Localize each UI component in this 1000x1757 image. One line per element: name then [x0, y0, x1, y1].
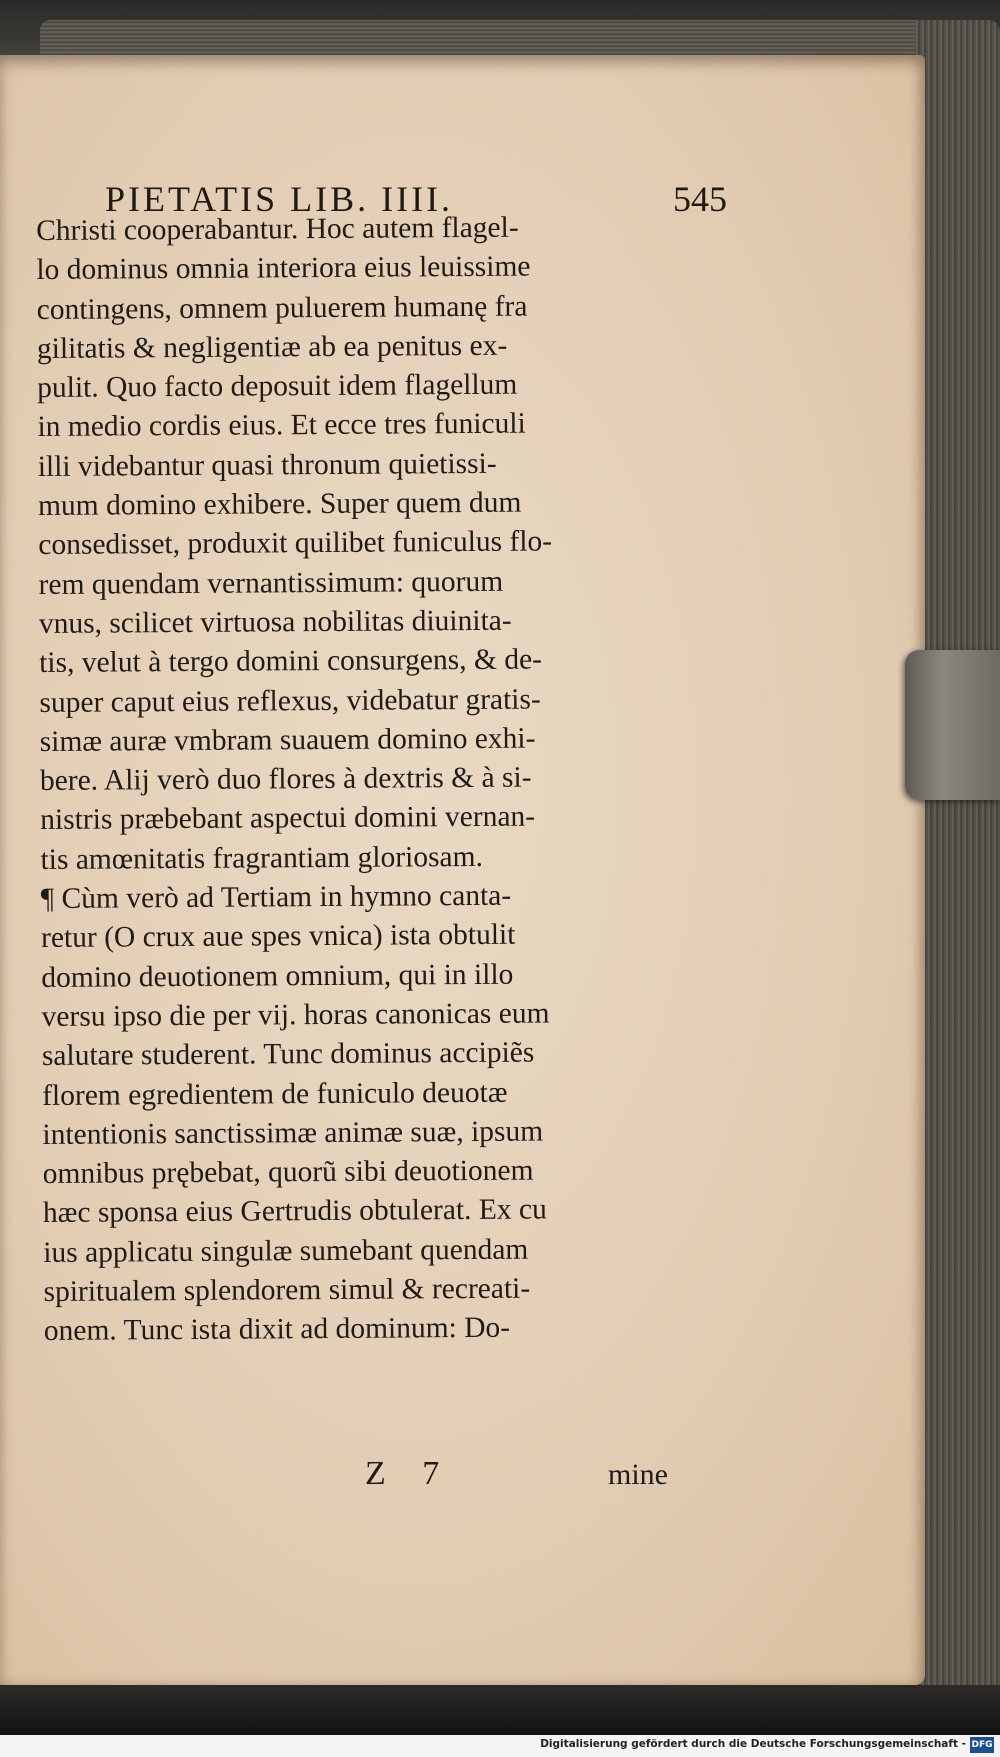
text-line: salutare studerent. Tunc dominus accipiẽs [41, 1036, 535, 1073]
footer-bar [0, 1735, 1000, 1757]
text-line: intentionis sanctissimæ animæ suæ, ipsum [42, 1115, 544, 1151]
page-number: 545 [673, 179, 727, 219]
text-line: domino deuotionem omnium, qui in illo [41, 958, 514, 994]
text-line: bere. Alij verò duo flores à dextris & à si- [39, 761, 532, 798]
text-line: vnus, scilicet virtuosa nobilitas diuinita- [38, 604, 512, 640]
text-line: hæc sponsa eius Gertrudis obtulerat. Ex cu [42, 1193, 547, 1230]
text-line: lo dominus omnia interiora eius leuissime [36, 250, 531, 287]
text-line: consedisset, produxit quilibet funiculus flo- [38, 525, 553, 562]
body-text [36, 207, 744, 1351]
text-line: rem quendam vernantissimum: quorum [38, 565, 504, 601]
text-line: Christi cooperabantur. Hoc autem flagel- [36, 211, 519, 247]
text-line: onem. Tunc ista dixit ad dominum: Do- [43, 1312, 511, 1348]
running-head-title: PIETATIS LIB. IIII. [105, 179, 454, 219]
text-line: ius applicatu singulæ sumebant quendam [43, 1233, 529, 1269]
text-line: tis, velut à tergo domini consurgens, & de- [39, 643, 543, 680]
dfg-logo: DFG [970, 1737, 994, 1753]
text-line: omnibus prębebat, quorũ sibi deuotionem [42, 1154, 534, 1191]
footer-credit: Digitalisierung gefördert durch die Deutsche Forschungsgemeinschaft - [540, 1738, 966, 1750]
page-fore-edge [915, 20, 1000, 1700]
text-line: nistris præbebant aspectui domini vernan- [40, 800, 536, 837]
text-line: pulit. Quo facto deposuit idem flagellum [37, 368, 518, 405]
text-line: simæ auræ vmbram suauem domino exhi- [39, 722, 536, 758]
text-line: versu ipso die per vij. horas canonicas eum [41, 997, 550, 1033]
text-line: mum domino exhibere. Super quem dum [37, 486, 522, 523]
text-line: retur (O crux aue spes vnica) ista obtulit [40, 919, 516, 955]
signature-mark: Z 7 [365, 1455, 454, 1492]
text-line: contingens, omnem puluerem humanę fra [36, 290, 528, 326]
text-line: ¶ Cùm verò ad Tertiam in hymno canta- [40, 879, 512, 916]
text-line: gilitatis & negligentiæ ab ea penitus ex- [36, 329, 508, 365]
bookmark-tab [905, 650, 1000, 800]
text-line: in medio cordis eius. Et ecce tres funiculi [37, 408, 526, 444]
book-bottom-edge [0, 1685, 1000, 1735]
text-line: illi videbantur quasi thronum quietissi- [37, 447, 497, 483]
catchword: mine [608, 1458, 668, 1491]
text-line: tis amœnitatis fragrantiam gloriosam. [40, 840, 484, 876]
text-line: florem egredientem de funiculo deuotæ [42, 1076, 508, 1112]
text-line: super caput eius reflexus, videbatur gratis- [39, 683, 541, 719]
text-line: spiritualem splendorem simul & recreati- [43, 1272, 531, 1308]
